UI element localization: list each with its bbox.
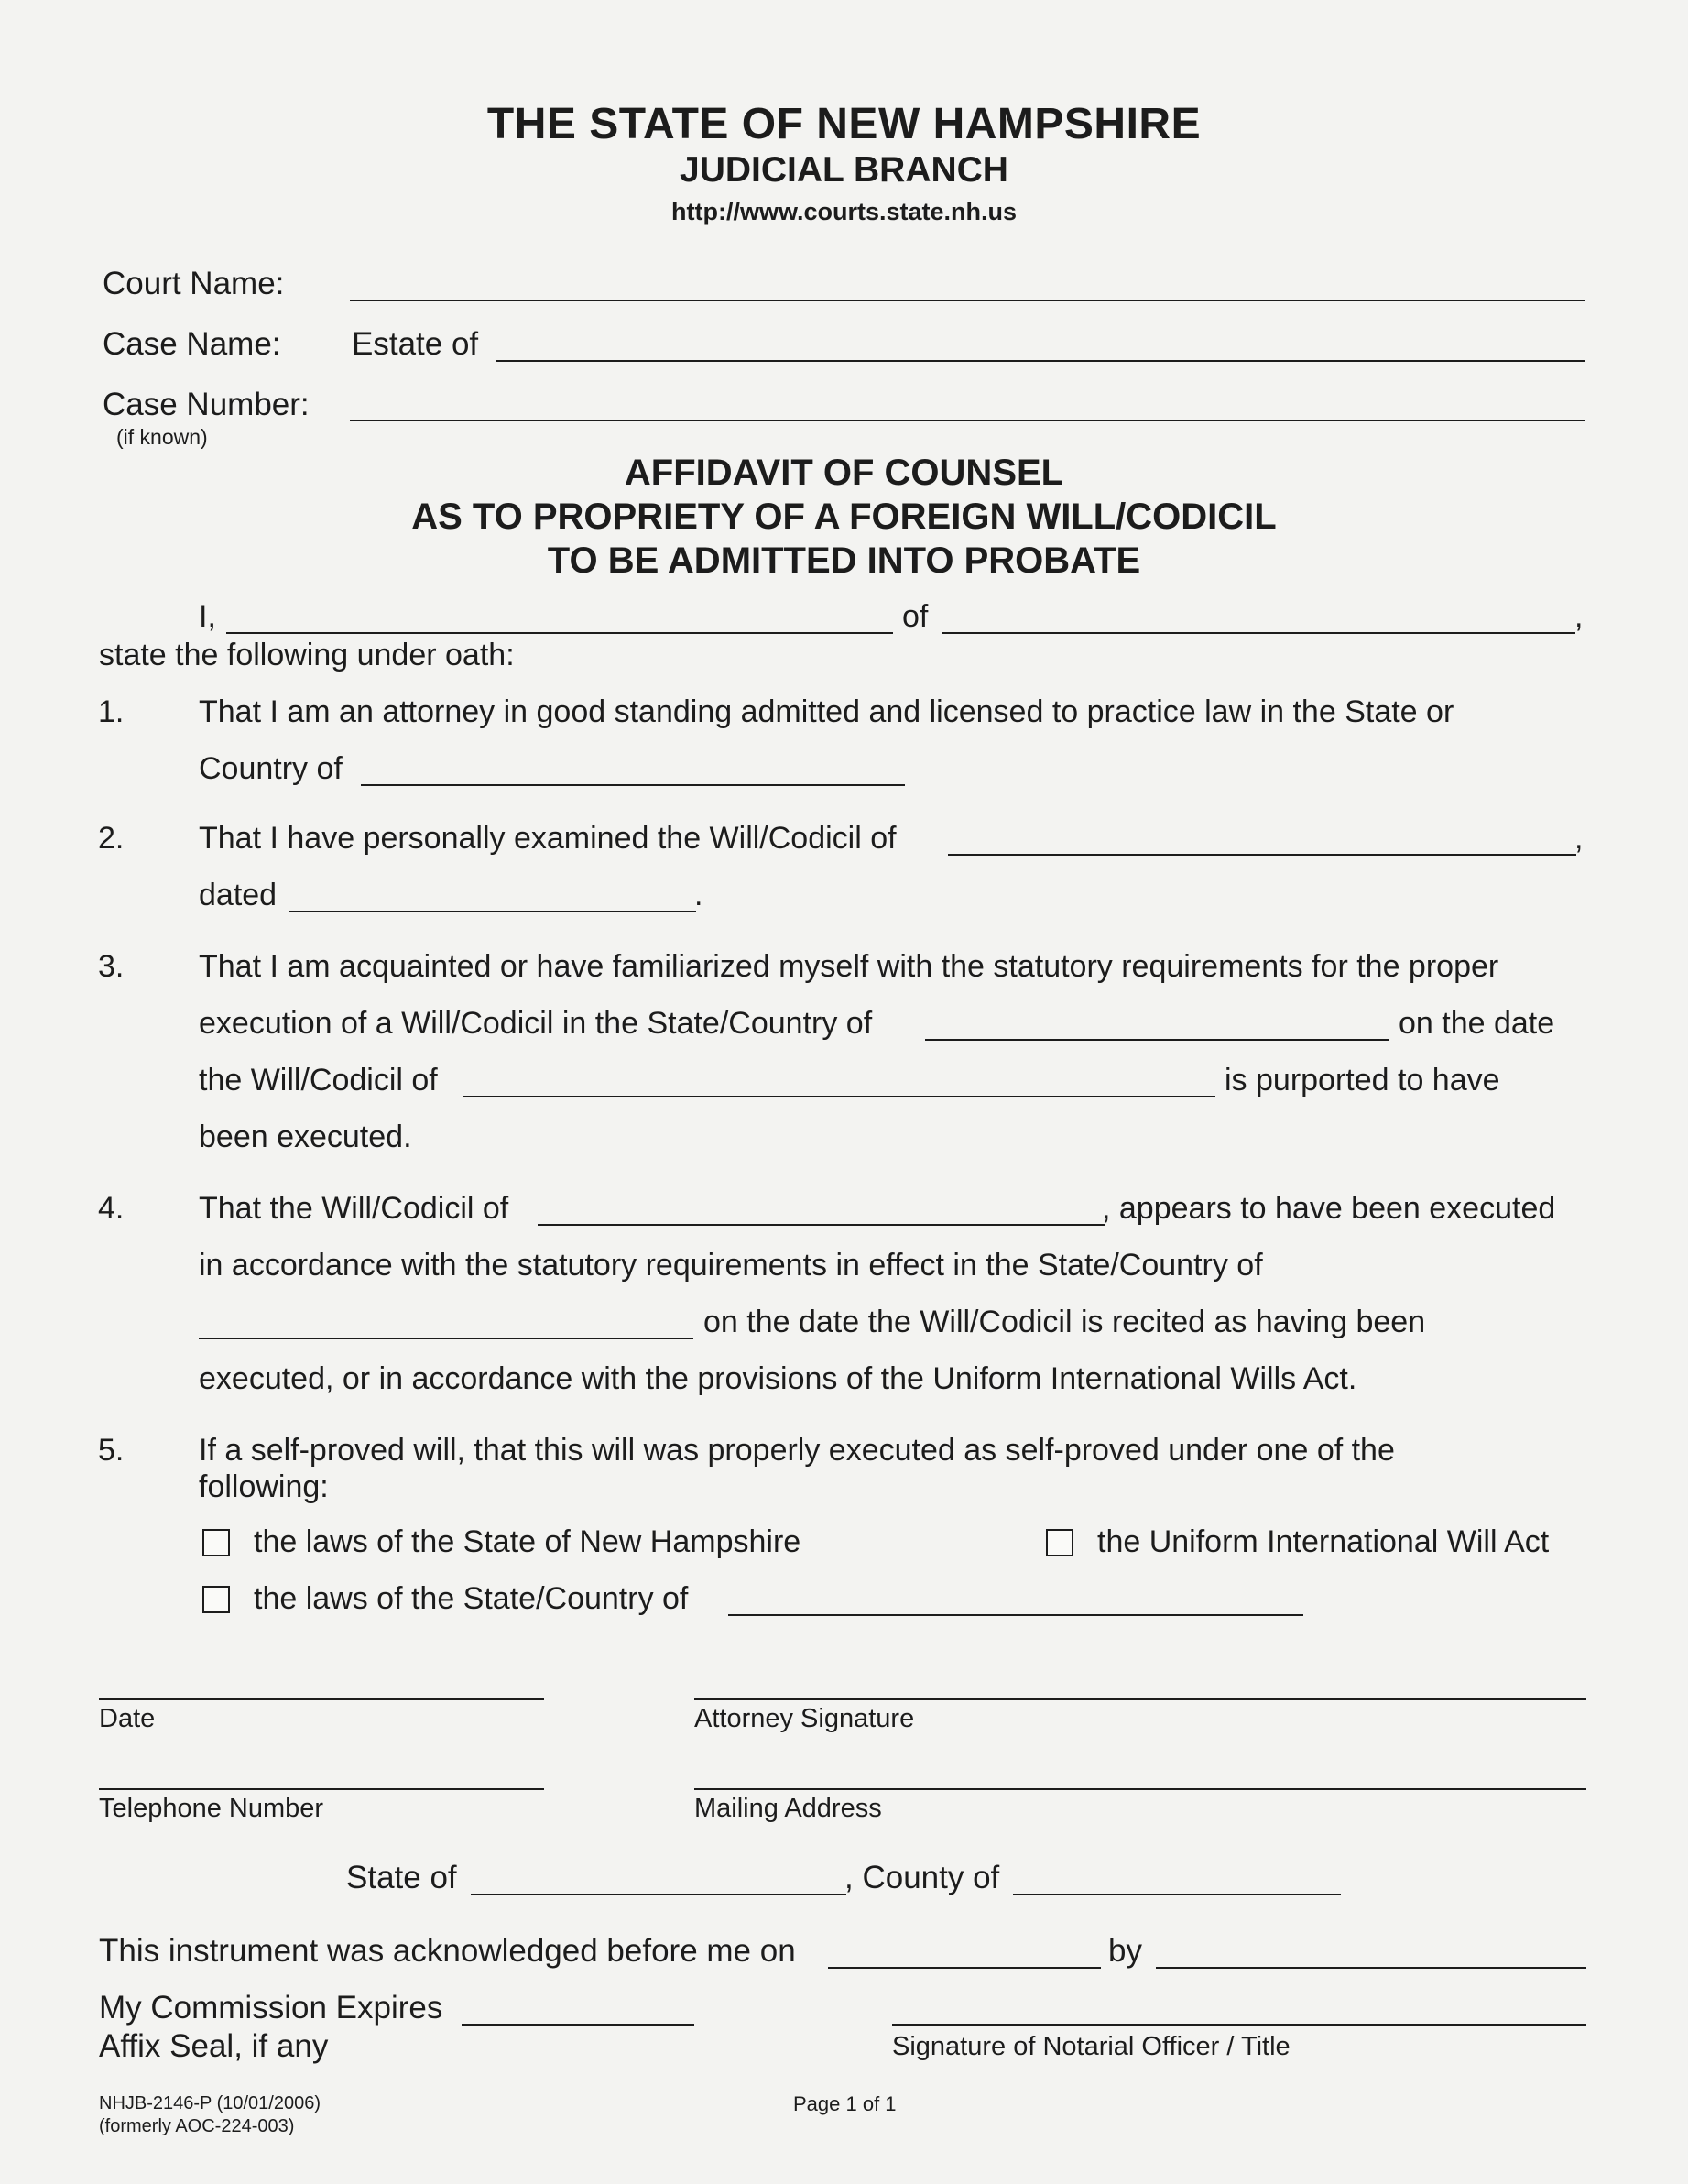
commission-expires-field[interactable] [462,2024,694,2026]
other-state-checkbox[interactable] [202,1586,230,1613]
item-3-line2-text: execution of a Will/Codicil in the State/Country of [199,1006,873,1041]
item-4-number: 4. [98,1191,125,1226]
commission-label: My Commission Expires [99,1990,443,2026]
affidavit-title-line3: TO BE ADMITTED INTO PROBATE [547,541,1141,581]
item-2-dated-label: dated [199,878,278,912]
attorney-signature-label: Attorney Signature [694,1704,915,1733]
formerly-id: (formerly AOC-224-003) [99,2116,295,2136]
date-label: Date [99,1704,156,1733]
court-url: http://www.courts.state.nh.us [670,198,1017,225]
intro-oath: state the following under oath: [99,638,515,672]
item-1-text: That I am an attorney in good standing admitted and licensed to practice law in the State or [199,694,1454,729]
state-heading: THE STATE OF NEW HAMPSHIRE [486,100,1202,148]
branch-heading: JUDICIAL BRANCH [680,150,1008,190]
intro-of: of [902,599,929,634]
page-number: Page 1 of 1 [793,2092,897,2115]
intro-i: I, [199,599,216,634]
item-2-number: 2. [98,821,125,856]
item-4-state-field[interactable] [199,1338,693,1339]
affix-seal-label: Affix Seal, if any [99,2028,329,2064]
case-number-field[interactable] [350,420,1585,421]
item-2-date-field[interactable] [289,911,696,912]
acknowledged-date-field[interactable] [828,1967,1101,1969]
other-state-label: the laws of the State/Country of [254,1581,689,1616]
telephone-label: Telephone Number [99,1794,324,1823]
estate-of-label: Estate of [352,326,479,362]
item-3-testator-field[interactable] [463,1096,1215,1097]
date-field[interactable] [99,1698,544,1700]
item-4-line2-text: in accordance with the statutory requirements in effect in the State/Country of [199,1248,1263,1283]
notary-state-field[interactable] [471,1894,846,1895]
case-name-field[interactable] [496,360,1585,362]
mailing-address-field[interactable] [694,1788,1586,1790]
affiant-name-field[interactable] [226,632,893,634]
item-5-following: following: [199,1469,329,1504]
attorney-signature-field[interactable] [694,1698,1586,1700]
case-number-label: Case Number: [103,387,310,422]
item-3-line4-text: been executed. [199,1119,412,1154]
case-name-label: Case Name: [103,326,281,362]
telephone-field[interactable] [99,1788,544,1790]
notarial-signature-label: Signature of Notarial Officer / Title [892,2032,1291,2061]
item-3-purported: is purported to have [1225,1063,1500,1097]
item-3-line3-text: the Will/Codicil of [199,1063,438,1097]
item-1-country-field[interactable] [361,784,905,786]
item-4-testator-field[interactable] [538,1224,1105,1226]
affidavit-title-line2: AS TO PROPRIETY OF A FOREIGN WILL/CODICIL [411,497,1277,537]
nh-laws-label: the laws of the State of New Hampshire [254,1524,801,1559]
court-name-label: Court Name: [103,266,285,301]
item-1-country-label: Country of [199,751,343,786]
item-4-line4-text: executed, or in accordance with the provisions of the Uniform International Wills Act. [199,1361,1357,1396]
affiant-location-field[interactable] [942,632,1575,634]
item-5-number: 5. [98,1433,125,1468]
other-state-field[interactable] [728,1614,1303,1616]
mailing-address-label: Mailing Address [694,1794,882,1823]
item-5-text: If a self-proved will, that this will was properly executed as self-proved under one of the [199,1433,1395,1468]
item-2-text: That I have personally examined the Will/Codicil of [199,821,897,856]
item-2-period: . [694,878,703,912]
notary-county-field[interactable] [1013,1894,1341,1895]
item-2-comma: , [1574,821,1584,856]
form-id: NHJB-2146-P (10/01/2006) [99,2093,321,2113]
uiwa-label: the Uniform International Will Act [1097,1524,1550,1559]
item-4-line3-text: on the date the Will/Codicil is recited as having been [703,1305,1426,1339]
notary-county-label: , County of [844,1860,1000,1895]
uiwa-checkbox[interactable] [1046,1529,1073,1556]
item-3-number: 3. [98,949,125,984]
item-3-on-the-date: on the date [1399,1006,1555,1041]
affidavit-title-line1: AFFIDAVIT OF COUNSEL [624,453,1064,493]
acknowledged-by-field[interactable] [1156,1967,1586,1969]
item-4-appears: , appears to have been executed [1102,1191,1556,1226]
item-1-number: 1. [98,694,125,729]
acknowledged-by-label: by [1108,1933,1142,1969]
if-known-note: (if known) [116,425,208,449]
item-4-text: That the Will/Codicil of [199,1191,509,1226]
item-3-text: That I am acquainted or have familiarized myself with the statutory requirements for the proper [199,949,1499,984]
item-2-testator-field[interactable] [948,854,1576,856]
nh-laws-checkbox[interactable] [202,1529,230,1556]
notarial-signature-field[interactable] [892,2024,1586,2026]
acknowledged-text: This instrument was acknowledged before me on [99,1933,796,1969]
item-3-state-field[interactable] [925,1039,1389,1041]
court-name-field[interactable] [350,300,1585,301]
notary-state-label: State of [346,1860,457,1895]
intro-comma: , [1574,599,1584,634]
